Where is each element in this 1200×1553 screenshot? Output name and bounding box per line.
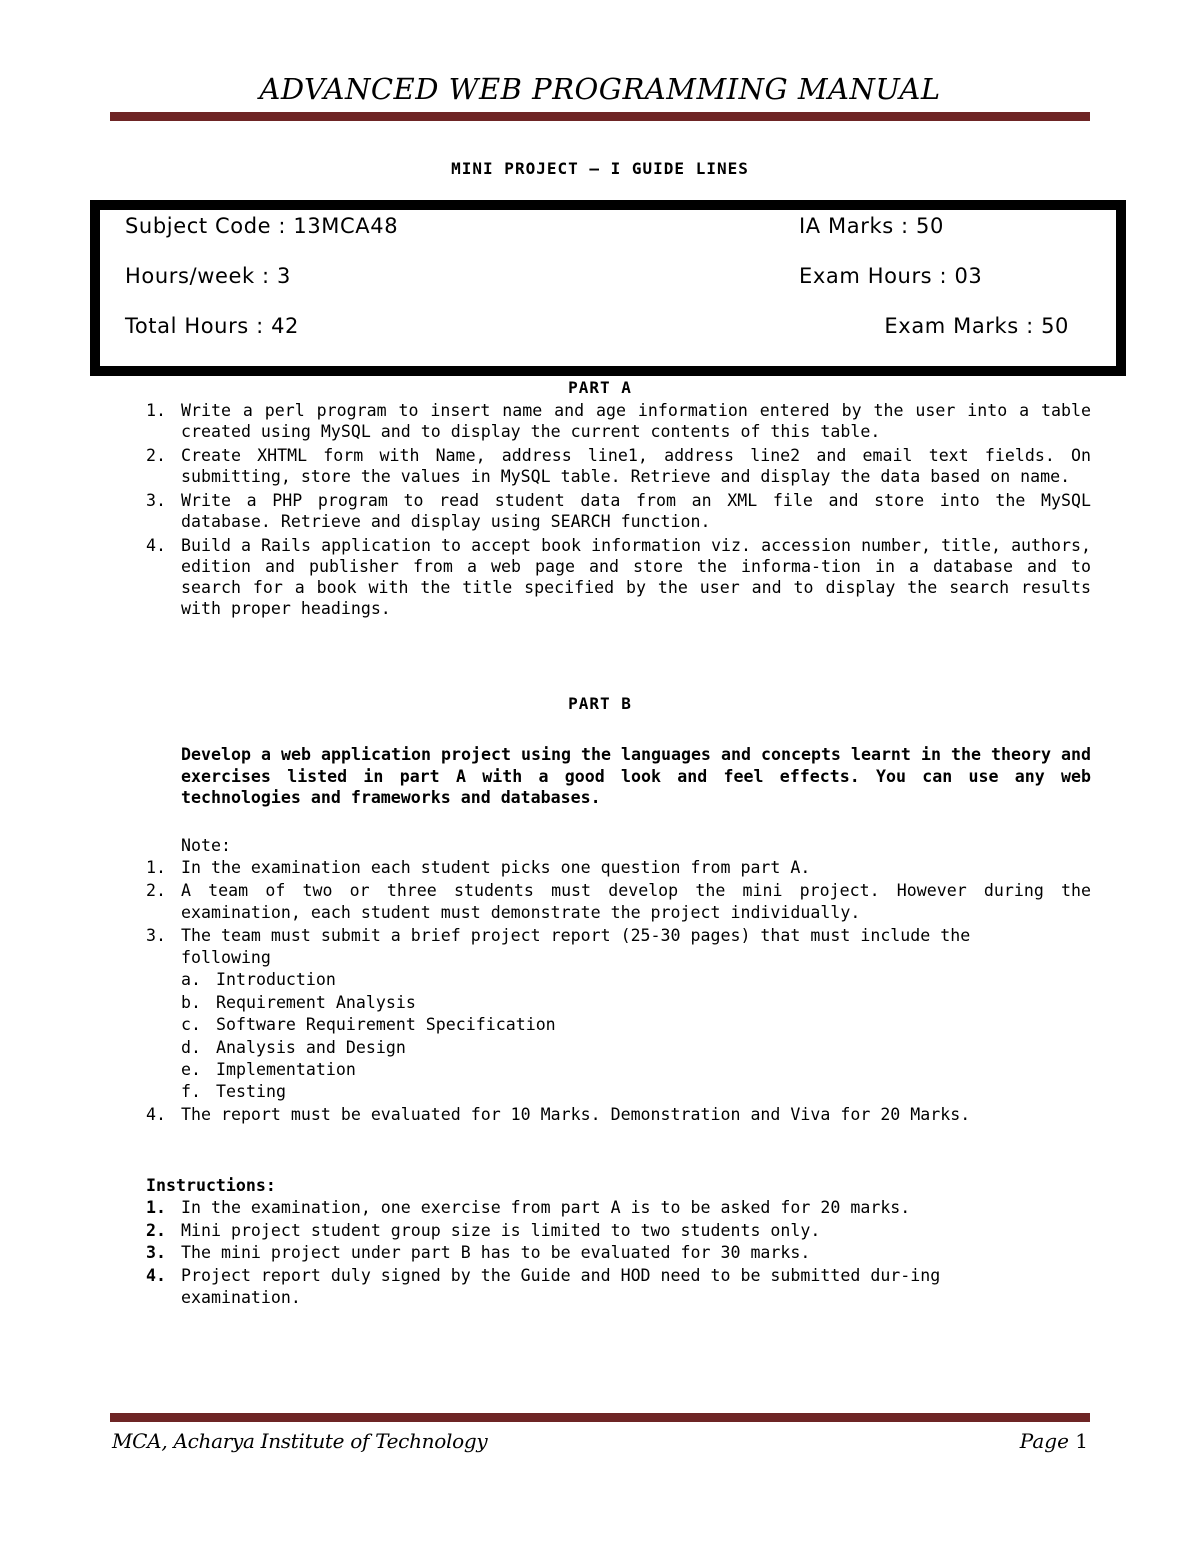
header-rule xyxy=(110,112,1090,121)
note-item: 2. A team of two or three students must develop the mini project. However during the examination, each student must demonstrate the project individually. xyxy=(146,880,1091,923)
part-a-item: 1. Write a perl program to insert name and age information entered by the user into a table created using MySQL and to display the current contents of this table. xyxy=(146,401,1091,441)
instruction-item: 1. In the examination, one exercise from part A is to be asked for 20 marks. xyxy=(146,1198,911,1218)
instruction-item: 2. Mini project student group size is limited to two students only. xyxy=(146,1220,821,1240)
note-section xyxy=(146,835,1091,1126)
note-item: 3. The team must submit a brief project report (25-30 pages) that must include the following a. Introduction b. Requirement Analysis c. Software Requirement Specification d. Analysis and Design e. Implementation f. Testing xyxy=(146,925,1091,1104)
instructions-label: Instructions: xyxy=(146,1176,276,1195)
part-a-item: 2. Create XHTML form with Name, address line1, address line2 and email text fields. On submitting, store the values in MySQL table. Retrieve and display the data based on name. xyxy=(146,446,1091,486)
ia-marks: IA Marks : 50 xyxy=(799,214,944,238)
note-item: 1. In the examination each student picks one question from part A. xyxy=(146,858,811,878)
part-b-title: PART B xyxy=(568,694,632,713)
guide-title: MINI PROJECT – I GUIDE LINES xyxy=(451,159,749,178)
report-section-item: e. Implementation xyxy=(181,1060,356,1080)
total-hours: Total Hours : 42 xyxy=(125,314,299,338)
report-section-item: f. Testing xyxy=(181,1082,286,1102)
report-section-item: d. Analysis and Design xyxy=(181,1037,406,1057)
part-a-item: 4. Build a Rails application to accept book information viz. accession number, title, authors, edition and publisher from a web page and store the informa-tion in a database and to search for a book with the title specified by the user and to display the search results with proper headings. xyxy=(146,536,1091,618)
report-section-item: b. Requirement Analysis xyxy=(181,992,416,1012)
instructions-section xyxy=(146,1175,1091,1309)
part-a-list xyxy=(146,401,1091,623)
page-number: 1 xyxy=(1075,1429,1088,1453)
part-a-item: 3. Write a PHP program to read student data from an XML file and store into the MySQL database. Retrieve and display using SEARCH function. xyxy=(146,491,1091,531)
exam-hours: Exam Hours : 03 xyxy=(799,264,983,288)
subject-code: Subject Code : 13MCA48 xyxy=(125,214,399,238)
part-b-description: Develop a web application project using the languages and concepts learnt in the theory and exercises listed in part A with a good look and feel effects. You can use any web technologies and frameworks and databases. xyxy=(181,745,1091,807)
instruction-item: 3. The mini project under part B has to be evaluated for 30 marks. xyxy=(146,1243,811,1263)
report-sections-list xyxy=(181,969,1091,1103)
footer-institute: MCA, Acharya Institute of Technology xyxy=(112,1429,488,1453)
hours-per-week: Hours/week : 3 xyxy=(125,264,291,288)
course-info-box xyxy=(90,200,1126,376)
note-item: 4. The report must be evaluated for 10 Marks. Demonstration and Viva for 20 Marks. xyxy=(146,1104,971,1124)
report-section-item: a. Introduction xyxy=(181,970,336,990)
page-label: Page xyxy=(1019,1429,1069,1453)
footer-page-number xyxy=(1020,1429,1088,1453)
report-section-item: c. Software Requirement Specification xyxy=(181,1015,556,1035)
part-a-title: PART A xyxy=(568,378,632,397)
exam-marks: Exam Marks : 50 xyxy=(884,314,1069,338)
note-label: Note: xyxy=(181,836,231,855)
footer-rule xyxy=(110,1413,1090,1422)
instruction-item: 4. Project report duly signed by the Guide and HOD need to be submitted dur-ing examination. xyxy=(146,1265,941,1308)
page-header-title: ADVANCED WEB PROGRAMMING MANUAL xyxy=(259,72,941,106)
